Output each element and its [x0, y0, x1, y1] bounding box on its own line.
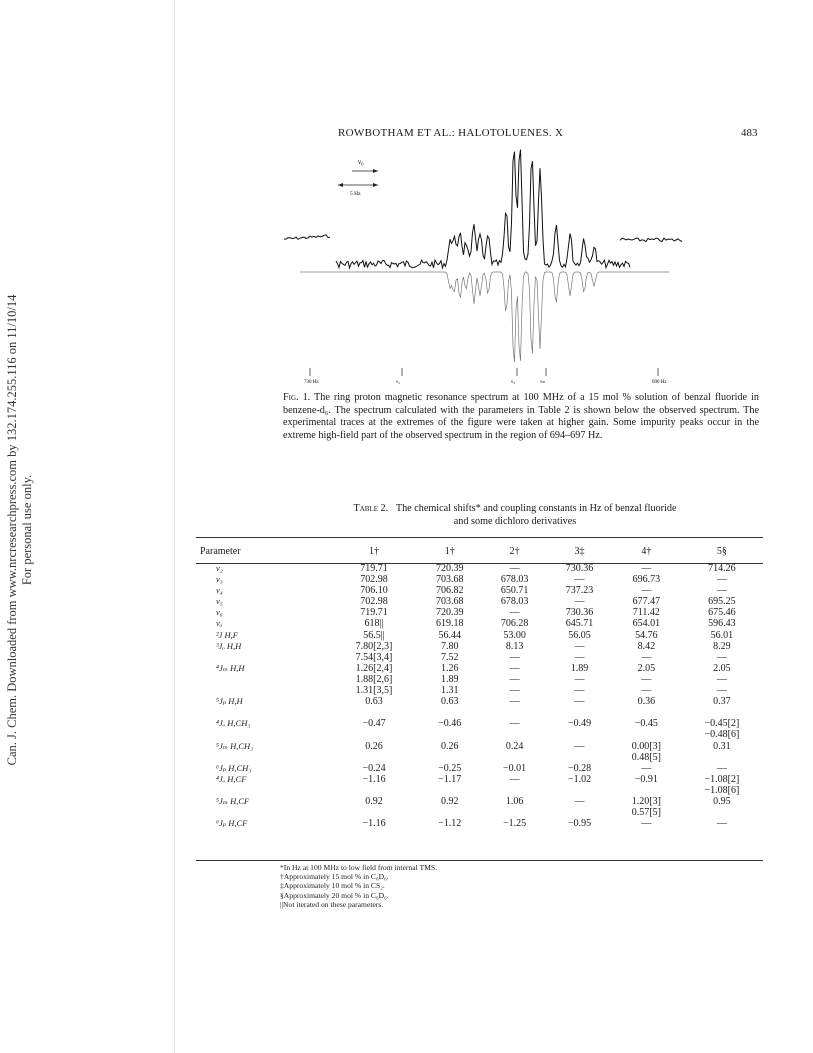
value-cell [681, 752, 763, 763]
value-cell: — [641, 651, 652, 663]
value-cell: 1.88[2,6] [355, 673, 393, 685]
value-cell: 56.05 [568, 629, 591, 641]
header-col-1: 1† [369, 545, 379, 557]
frequency-markers [304, 368, 667, 385]
table-row [196, 563, 763, 574]
value-cell: 703.68 [435, 574, 464, 586]
value-cell: 0.63 [440, 696, 459, 708]
value-cell: — [509, 607, 520, 619]
table-row [196, 796, 763, 807]
parameter-cell [196, 785, 331, 796]
value-cell: — [716, 673, 727, 685]
parameter-cell: ³Jₒ H,H [216, 640, 242, 651]
table-row [196, 774, 763, 785]
value-cell [482, 729, 547, 740]
value-cell: 0.36 [637, 696, 656, 708]
parameter-cell: ν₂ [216, 563, 223, 573]
value-cell: 0.24 [505, 740, 524, 752]
table-row [196, 807, 763, 818]
value-cell [482, 752, 547, 763]
parameter-cell: ⁴Jₒ H,CF [216, 773, 247, 784]
value-cell: 596.43 [708, 618, 736, 630]
table-row [196, 574, 763, 585]
value-cell: 703.68 [435, 596, 464, 608]
value-cell: −1.16 [362, 818, 386, 830]
value-cell: 54.76 [635, 629, 658, 641]
marker-label: νₘ [540, 380, 546, 385]
value-cell: — [509, 685, 520, 697]
value-cell [681, 807, 763, 818]
scale-marker: ν₀ [358, 158, 364, 166]
value-cell: 8.13 [505, 640, 524, 652]
value-cell: — [574, 696, 585, 708]
value-cell: −0.01 [503, 762, 527, 774]
parameter-cell: ⁶Jₚ H,CH₃ [216, 762, 252, 773]
value-cell: 8.42 [637, 640, 656, 652]
value-cell: 8.29 [713, 640, 731, 652]
value-cell [417, 785, 482, 796]
value-cell: — [574, 574, 585, 586]
value-cell: −0.28 [567, 762, 592, 774]
value-cell: 706.10 [360, 585, 388, 597]
parameter-cell: ⁵Jₘ H,CF [216, 795, 250, 806]
value-cell: 0.37 [713, 696, 731, 708]
nmr-spectrum-figure [270, 142, 770, 387]
value-cell: 654.01 [632, 618, 661, 630]
value-cell: 618|| [364, 618, 384, 630]
table-row [196, 685, 763, 696]
footnote: ||Not iterated on these parameters. [280, 899, 384, 909]
value-cell: 706.28 [500, 618, 529, 630]
value-cell: — [641, 818, 652, 830]
marker-label: 690 Hz [652, 380, 667, 385]
coupling-constants-table [196, 539, 763, 829]
value-cell: — [641, 563, 652, 574]
header-col-2: 1† [444, 545, 455, 557]
observed-spectrum-trace [284, 150, 682, 268]
value-cell: −1.25 [503, 818, 527, 830]
value-cell: — [641, 673, 652, 685]
value-cell: 56.44 [438, 629, 461, 641]
table-row [196, 618, 763, 629]
parameter-cell [196, 707, 331, 718]
value-cell: −1.02 [567, 773, 592, 785]
value-cell: — [574, 596, 585, 608]
value-cell: — [716, 574, 727, 586]
value-cell: 720.39 [435, 563, 464, 574]
table-title [270, 503, 760, 528]
footnote: *In Hz at 100 MHz to low field from internal TMS. [280, 863, 437, 872]
value-cell: 1.26 [440, 662, 459, 674]
value-cell: — [574, 740, 585, 752]
value-cell [547, 752, 612, 763]
table-row [196, 630, 763, 641]
parameter-cell [196, 652, 331, 663]
value-cell: −1.08[2] [704, 773, 740, 785]
value-cell: 1.89 [570, 662, 589, 674]
value-cell: 1.89 [440, 673, 459, 685]
value-cell: 702.98 [360, 574, 388, 586]
value-cell: 56.5|| [363, 629, 385, 641]
value-cell [612, 729, 681, 740]
parameter-cell: ⁵Jₚ H,H [216, 696, 243, 707]
header-col-5: 4† [641, 545, 652, 557]
header-col-6: 5§ [716, 545, 727, 557]
value-cell: 714.26 [708, 563, 736, 574]
scale-bar [338, 158, 378, 197]
table-header-row [196, 539, 763, 563]
table-row [196, 752, 763, 763]
value-cell: 0.26 [440, 740, 459, 752]
parameter-cell: ²J H,F [216, 629, 238, 640]
value-cell: 1.31 [440, 685, 459, 697]
value-cell: — [641, 585, 652, 597]
value-cell: −0.45[2] [704, 718, 740, 730]
value-cell [482, 785, 547, 796]
value-cell: −1.17 [438, 773, 462, 785]
caption-label: Fig. 1. [283, 392, 311, 403]
value-cell [547, 807, 612, 818]
table-row [196, 729, 763, 740]
header-col-3: 2† [509, 545, 520, 557]
marker-label: ν₂ [396, 380, 401, 385]
value-cell: 1.06 [505, 795, 524, 807]
value-cell: 645.71 [565, 618, 594, 630]
value-cell: −0.95 [567, 818, 592, 830]
figure-caption [283, 392, 759, 442]
table-row [196, 641, 763, 652]
value-cell: −1.12 [438, 818, 462, 830]
download-notice-line2: For personal use only. [20, 474, 34, 586]
value-cell: 7.80[2,3] [355, 640, 393, 652]
running-head: ROWBOTHAM ET AL.: HALOTOLUENES. X [338, 127, 564, 139]
value-cell: — [509, 563, 520, 574]
value-cell: 695.25 [708, 596, 736, 608]
parameter-cell: ν₃ [216, 574, 223, 585]
parameter-cell: νₐ [216, 618, 223, 629]
scale-label: 5 Hz [350, 191, 361, 197]
table-row [196, 607, 763, 618]
table-title-line1: The chemical shifts* and coupling constants in Hz of benzal fluoride [395, 503, 677, 514]
table-row [196, 785, 763, 796]
value-cell [331, 752, 418, 763]
table-row [196, 707, 763, 718]
parameter-cell: ⁴Jₒ H,CH₃ [216, 718, 251, 729]
value-cell: 730.36 [565, 607, 594, 619]
value-cell: 678.03 [500, 574, 529, 586]
value-cell [417, 729, 482, 740]
value-cell: 702.98 [360, 596, 388, 608]
table-row [196, 763, 763, 774]
value-cell: — [509, 662, 520, 674]
value-cell: 719.71 [360, 607, 388, 619]
value-cell: — [509, 773, 520, 785]
value-cell: — [716, 762, 727, 774]
value-cell [482, 807, 547, 818]
value-cell [482, 707, 547, 718]
table-row [196, 674, 763, 685]
parameter-cell [196, 807, 331, 818]
value-cell: 730.36 [565, 563, 594, 574]
value-cell: — [509, 696, 520, 708]
value-cell: 0.48[5] [631, 751, 661, 763]
parameter-cell [196, 674, 331, 685]
parameter-cell: ⁴Jₘ H,H [216, 662, 245, 673]
value-cell: 678.03 [500, 596, 529, 608]
value-cell: — [716, 651, 727, 663]
value-cell: — [509, 673, 520, 685]
footnote: †Approximately 15 mol % in C₆D₆. [280, 872, 389, 882]
value-cell: 7.80 [440, 640, 459, 652]
value-cell: — [509, 718, 520, 730]
parameter-cell: ν₅ [216, 596, 223, 607]
value-cell: — [716, 685, 727, 697]
parameter-cell [196, 729, 331, 740]
value-cell: — [716, 818, 727, 830]
calculated-spectrum-trace [300, 272, 669, 362]
value-cell: 696.73 [632, 574, 661, 586]
parameter-cell [196, 752, 331, 763]
column-divider [174, 0, 175, 1053]
marker-label: 730 Hz [304, 380, 319, 385]
value-cell: 53.00 [503, 629, 526, 641]
value-cell: — [574, 795, 585, 807]
value-cell: 2.05 [713, 662, 731, 674]
value-cell: 737.23 [565, 585, 594, 597]
table-label: Table 2. [353, 503, 389, 514]
value-cell: 711.42 [632, 607, 660, 619]
value-cell: 7.54[3,4] [355, 651, 393, 663]
value-cell: 720.39 [435, 607, 464, 619]
value-cell: 0.92 [365, 795, 383, 807]
value-cell: 650.71 [500, 585, 529, 597]
download-sidebar [0, 0, 34, 1053]
value-cell: −1.08[6] [704, 784, 740, 796]
value-cell [612, 707, 681, 718]
table-row [196, 652, 763, 663]
value-cell: 1.31[3,5] [355, 685, 393, 697]
table-row [196, 696, 763, 707]
value-cell: — [641, 762, 652, 774]
value-cell: — [574, 673, 585, 685]
value-cell: 706.82 [435, 585, 464, 597]
footnote: ‡Approximately 10 mol % in CS₂. [280, 881, 385, 891]
table-bottom-rule [196, 860, 763, 861]
value-cell: −0.49 [567, 718, 592, 730]
value-cell: −0.48[6] [704, 729, 740, 741]
value-cell: 0.26 [365, 740, 383, 752]
value-cell: 0.95 [713, 795, 731, 807]
value-cell: 56.01 [710, 629, 734, 641]
value-cell [547, 707, 612, 718]
value-cell: −0.47 [362, 718, 386, 730]
value-cell: 0.00[3] [631, 740, 661, 752]
value-cell: 2.05 [637, 662, 656, 674]
marker-label: ν₃ [511, 380, 516, 385]
value-cell: — [574, 640, 585, 652]
value-cell [547, 785, 612, 796]
value-cell [547, 729, 612, 740]
value-cell: 0.92 [440, 795, 459, 807]
value-cell: — [574, 651, 585, 663]
parameter-cell: ν₄ [216, 585, 223, 596]
value-cell [331, 807, 418, 818]
value-cell: — [716, 585, 727, 597]
value-cell: −0.91 [634, 773, 658, 785]
value-cell: −1.16 [362, 773, 386, 785]
value-cell: −0.24 [362, 762, 386, 774]
header-col-4: 3‡ [574, 545, 585, 557]
parameter-cell: ⁵Jₘ H,CH₃ [216, 740, 254, 751]
table-row [196, 718, 763, 729]
caption-text: The ring proton magnetic resonance spectrum at 100 MHz of a 15 mol % solution of benzal fluoride in benzene-d₆. The spectrum calculated with the parameters in Table 2 is shown below the observed spectrum. The experimental traces at the extremes of the figure were taken at higher gain. Some impurity peaks occur in the extreme high-field part of the observed spectrum in the region of 694–697 Hz. [283, 392, 759, 441]
table-row [196, 818, 763, 829]
parameter-cell [196, 685, 331, 696]
value-cell [331, 707, 418, 718]
value-cell [612, 785, 681, 796]
value-cell: 1.20[3] [631, 795, 661, 807]
value-cell: 677.47 [632, 596, 661, 608]
value-cell [681, 707, 763, 718]
download-notice [5, 120, 35, 940]
value-cell: — [574, 685, 585, 697]
value-cell: 0.57[5] [631, 807, 661, 819]
table-footnotes [280, 863, 437, 909]
value-cell: 719.71 [360, 563, 388, 574]
value-cell: 675.46 [708, 607, 736, 619]
spectrum-svg [270, 142, 770, 387]
value-cell: 7.52 [440, 651, 459, 663]
header-parameter: Parameter [200, 545, 241, 557]
table-row [196, 585, 763, 596]
parameter-cell: ⁶Jₚ H,CF [216, 818, 248, 829]
value-cell [417, 752, 482, 763]
page-number: 483 [741, 127, 758, 139]
value-cell: 0.63 [365, 696, 383, 708]
table-body [196, 563, 763, 829]
value-cell [331, 729, 418, 740]
table-row [196, 663, 763, 674]
value-cell: 1.26[2,4] [355, 662, 393, 674]
table-top-rule [196, 537, 763, 538]
value-cell: 0.31 [713, 740, 731, 752]
table-title-line2: and some dichloro derivatives [453, 515, 577, 527]
value-cell [417, 807, 482, 818]
value-cell: — [509, 651, 520, 663]
value-cell: −0.25 [438, 762, 462, 774]
value-cell [331, 785, 418, 796]
value-cell: −0.45 [634, 718, 658, 730]
value-cell: 619.18 [435, 618, 464, 630]
table-row [196, 596, 763, 607]
download-notice-line1: Can. J. Chem. Downloaded from www.nrcresearchpress.com by 132.174.255.116 on 11/10/14 [5, 294, 19, 766]
footnote: §Approximately 20 mol % in C₆D₆. [280, 890, 389, 900]
table-row [196, 741, 763, 752]
value-cell [417, 707, 482, 718]
parameter-cell: ν₆ [216, 607, 223, 618]
value-cell: — [641, 685, 652, 697]
value-cell: −0.46 [438, 718, 462, 730]
